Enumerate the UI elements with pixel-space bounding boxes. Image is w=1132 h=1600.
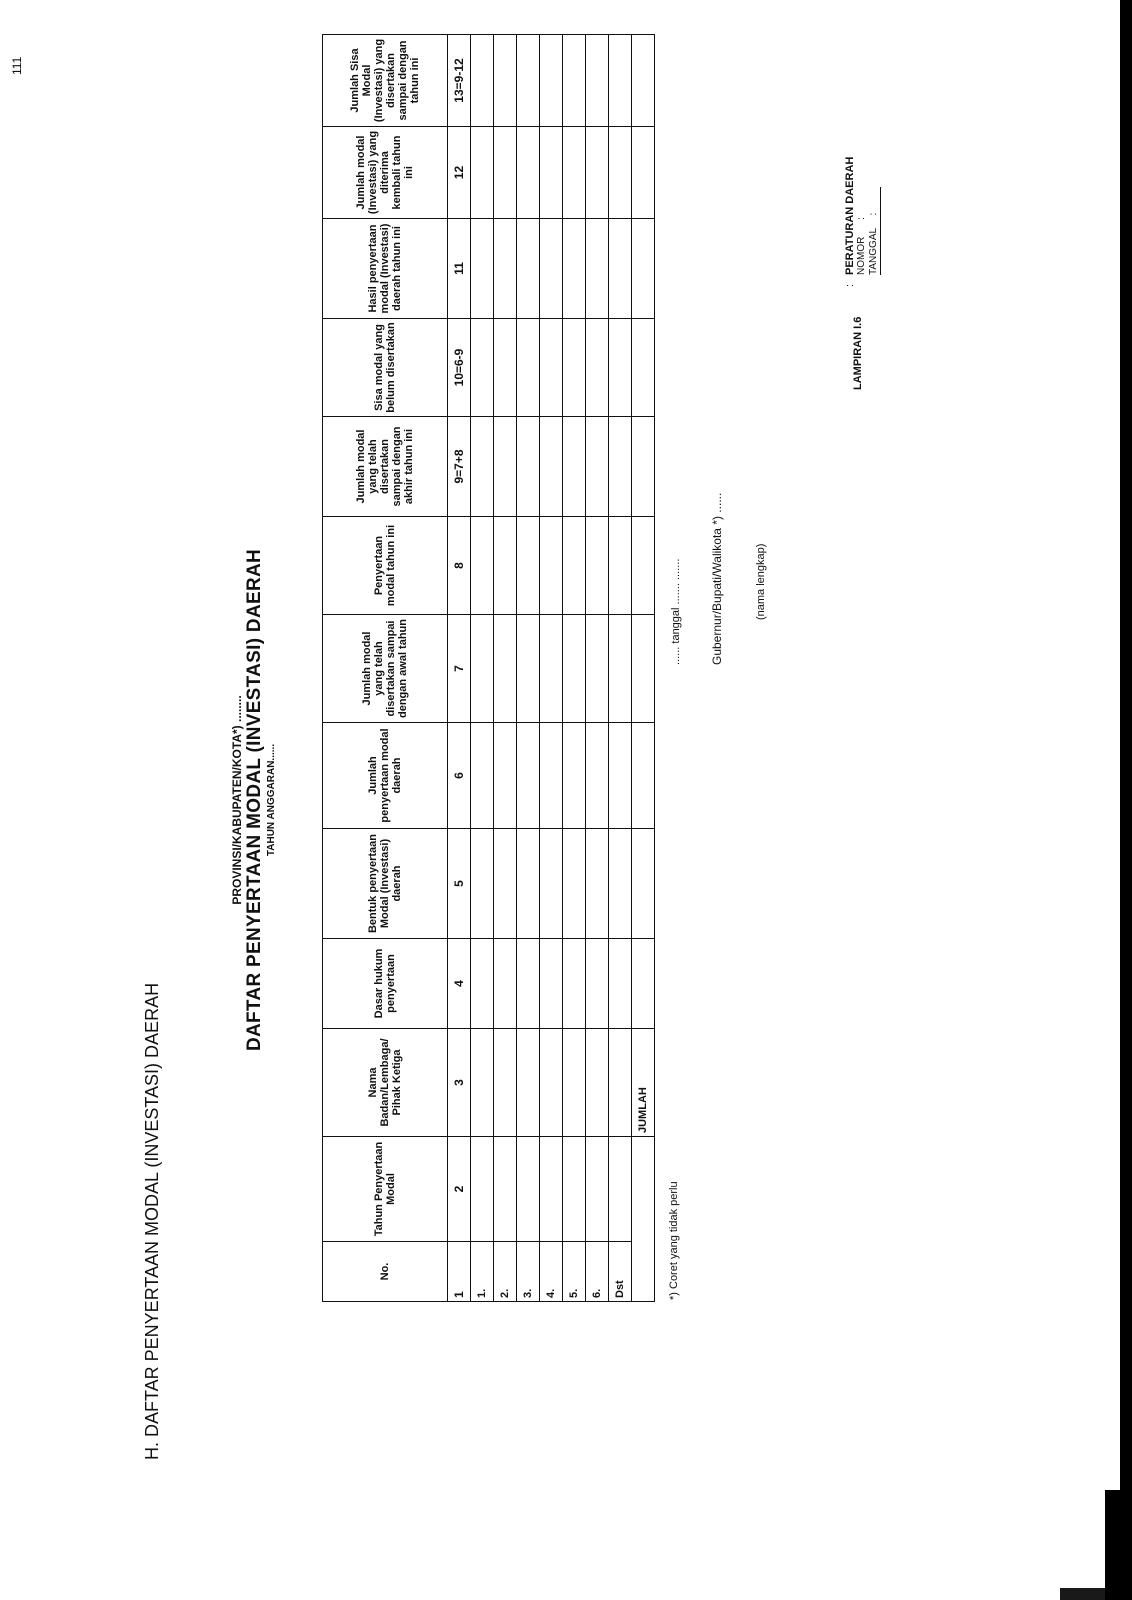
scan-corner-mark — [1060, 1588, 1130, 1600]
column-header: Dasar hukum penyertaan — [323, 939, 448, 1029]
fiscal-year-line: TAHUN ANGGARAN...... — [266, 743, 277, 857]
column-header: No. — [323, 1242, 448, 1302]
column-header: Tahun Penyertaan Modal — [323, 1137, 448, 1242]
column-header: Sisa modal yang belum disertakan — [323, 319, 448, 417]
document-title: DAFTAR PENYERTAAN MODAL (INVESTASI) DAERAH — [244, 548, 265, 1052]
section-title: H. DAFTAR PENYERTAAN MODAL (INVESTASI) DAERAH — [142, 982, 162, 1460]
regulation-number-label: NOMOR — [856, 236, 867, 275]
table-row — [563, 35, 586, 1302]
row-number: 3. — [517, 1242, 540, 1302]
total-row — [632, 35, 655, 1302]
column-header: Jumlah Sisa Modal (Investasi) yang disertakan sampai dengan tahun ini — [323, 35, 448, 127]
column-number-row — [448, 35, 471, 1302]
regulation-date-line — [868, 187, 881, 275]
column-number: 9=7+8 — [448, 417, 471, 517]
scan-bottom-edge — [1120, 0, 1132, 1600]
column-number: 1 — [448, 1242, 471, 1302]
column-number: 5 — [448, 829, 471, 939]
attachment-label: LAMPIRAN I.6 — [852, 316, 864, 390]
total-label: JUMLAH — [632, 1029, 655, 1137]
regulation-date-label: TANGGAL — [868, 228, 879, 275]
column-header: Penyertaan modal tahun ini — [323, 517, 448, 615]
document-header — [230, 500, 277, 1100]
regulation-date-value: : — [868, 212, 879, 216]
column-number: 10=6-9 — [448, 319, 471, 417]
column-number: 11 — [448, 219, 471, 319]
table-row — [586, 35, 609, 1302]
row-number: 1. — [471, 1242, 494, 1302]
regulation-colon: : — [844, 283, 856, 287]
signature-date-line: ...... tanggal ....... ....... — [670, 558, 682, 665]
column-header: Nama Badan/Lembaga/ Pihak Ketiga — [323, 1029, 448, 1137]
table-row — [471, 35, 494, 1302]
regulation-reference — [844, 156, 881, 287]
column-number: 2 — [448, 1137, 471, 1242]
footnote: *) Coret yang tidak perlu — [668, 1181, 680, 1300]
page-number: 111 — [10, 56, 24, 75]
column-number: 3 — [448, 1029, 471, 1137]
column-header: Jumlah modal (Investasi) yang diterima kembali tahun ini — [323, 127, 448, 219]
table-row — [540, 35, 563, 1302]
column-number: 6 — [448, 723, 471, 829]
table-row — [517, 35, 540, 1302]
investment-table — [322, 34, 655, 1302]
table-header-row — [323, 35, 448, 1302]
regulation-number-value: : — [856, 217, 867, 220]
regulation-title: PERATURAN DAERAH — [844, 156, 856, 275]
column-number: 4 — [448, 939, 471, 1029]
row-number: 2. — [494, 1242, 517, 1302]
column-number: 12 — [448, 127, 471, 219]
row-number: 6. — [586, 1242, 609, 1302]
jurisdiction-line: PROVINSI/KABUPATEN/KOTA*) ........ — [230, 695, 244, 905]
row-number: 4. — [540, 1242, 563, 1302]
column-header: Jumlah modal yang telah disertakan sampai dengan akhir tahun ini — [323, 417, 448, 517]
column-header: Jumlah penyertaan modal daerah — [323, 723, 448, 829]
column-header: Jumlah modal yang telah disertakan sampai dengan awal tahun — [323, 615, 448, 723]
table-row — [609, 35, 632, 1302]
signatory-title: Gubernur/Bupati/Walikota *) ...... — [710, 492, 724, 665]
table-row — [494, 35, 517, 1302]
regulation-number-line — [856, 157, 868, 275]
signatory-name-placeholder: (nama lengkap) — [755, 543, 767, 620]
row-number: 5. — [563, 1242, 586, 1302]
column-number: 7 — [448, 615, 471, 723]
column-number: 8 — [448, 517, 471, 615]
column-number: 13=9-12 — [448, 35, 471, 127]
column-header: Hasil penyertaan modal (Investasi) daerah tahun ini — [323, 219, 448, 319]
column-header: Bentuk penyertaan Modal (Investasi) daerah — [323, 829, 448, 939]
row-number: Dst — [609, 1242, 632, 1302]
